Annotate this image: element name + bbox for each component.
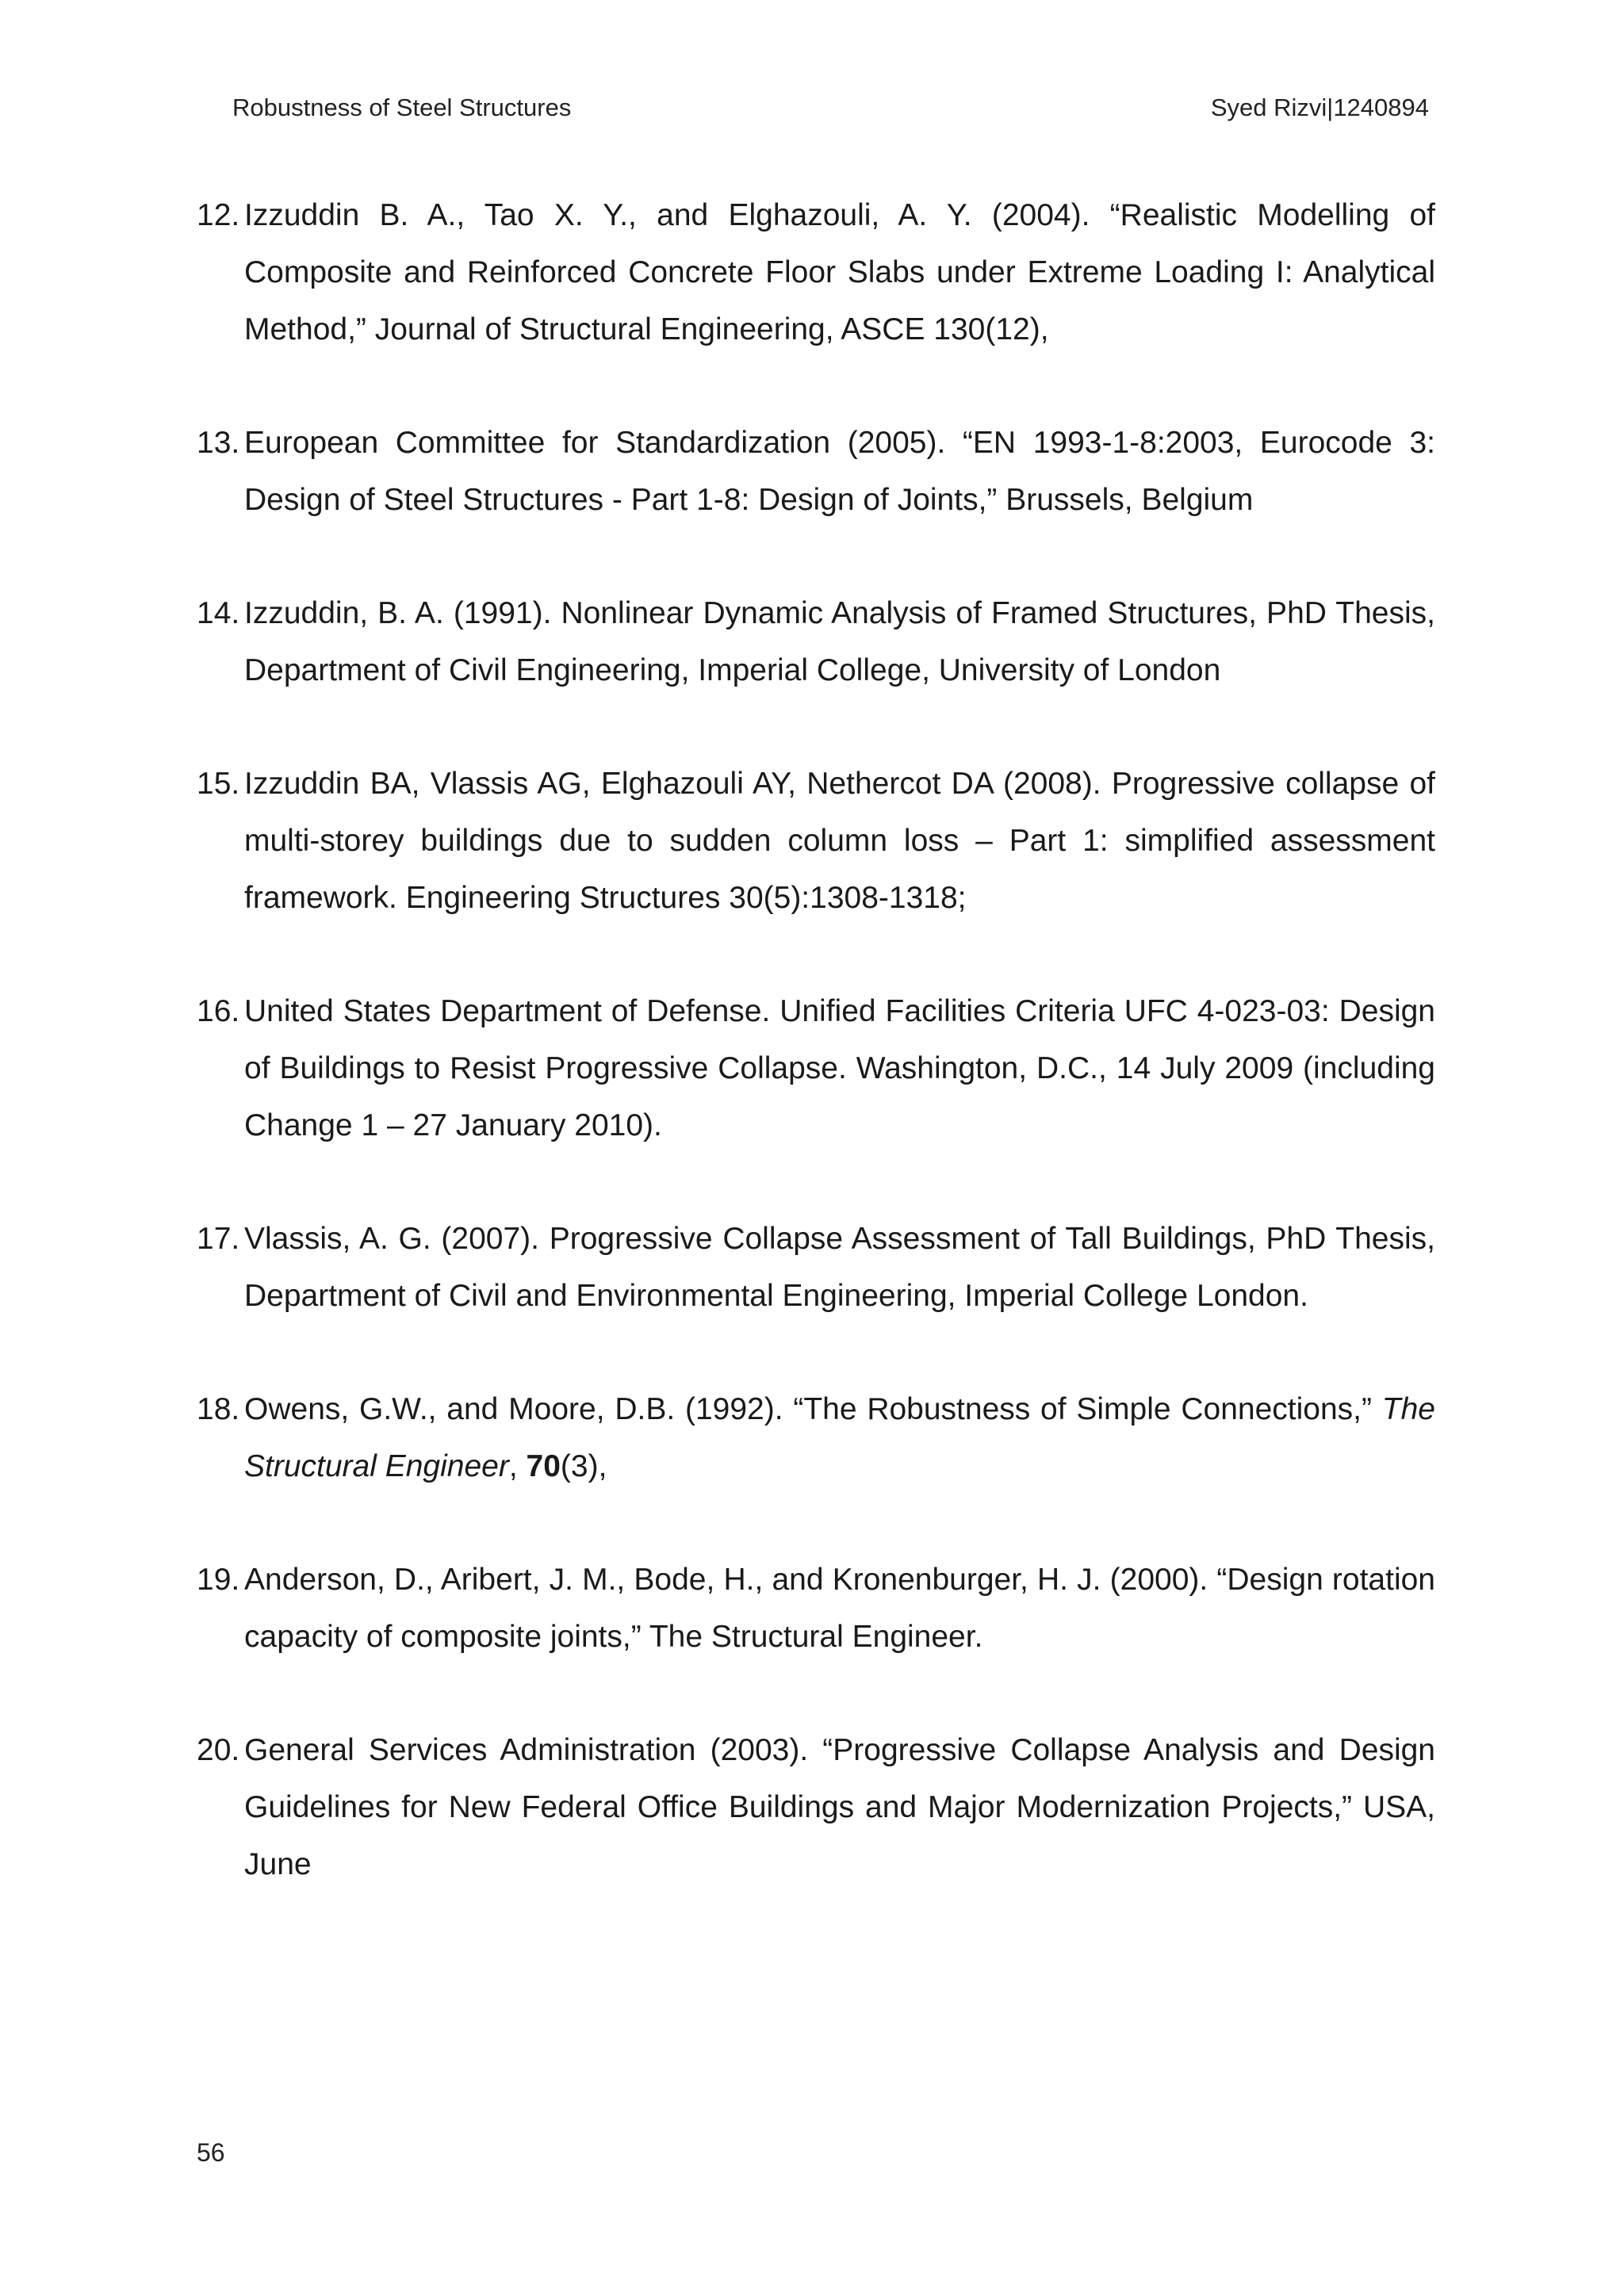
reference-item — [197, 415, 1435, 529]
reference-text-lead: Owens, G.W., and Moore, D.B. (1992). “The Robustness of Simple Connections,” — [244, 1392, 1382, 1426]
reference-number: 14. — [197, 596, 240, 630]
reference-text: General Services Administration (2003). “Progressive Collapse Analysis and Design Guidelines for New Federal Office Buildings and Major Modernization Projects,” USA, June — [244, 1733, 1435, 1881]
reference-number: 12. — [197, 198, 240, 232]
reference-text: Izzuddin B. A., Tao X. Y., and Elghazouli, A. Y. (2004). “Realistic Modelling of Composite and Reinforced Concrete Floor Slabs under Extreme Loading I: Analytical Method,” Journal of Structural Engineering, ASCE 130(12), — [244, 198, 1435, 346]
reference-item — [197, 756, 1435, 927]
reference-list — [197, 187, 1435, 1950]
journal-name: The Structural Engineer — [244, 1392, 1435, 1483]
reference-number: 13. — [197, 426, 240, 460]
reference-text: Izzuddin, B. A. (1991). Nonlinear Dynamic Analysis of Framed Structures, PhD Thesis, Department of Civil Engineering, Imperial College, University of London — [244, 596, 1435, 687]
reference-number: 15. — [197, 767, 240, 801]
reference-text: Vlassis, A. G. (2007). Progressive Collapse Assessment of Tall Buildings, PhD Thesis, Department of Civil and Environmental Engineering, Imperial College London. — [244, 1222, 1435, 1313]
reference-item — [197, 187, 1435, 358]
reference-item — [197, 1381, 1435, 1495]
reference-item — [197, 585, 1435, 699]
reference-text: Anderson, D., Aribert, J. M., Bode, H., and Kronenburger, H. J. (2000). “Design rotation capacity of composite joints,” The Structural Engineer. — [244, 1563, 1435, 1654]
reference-item — [197, 1722, 1435, 1893]
reference-text — [244, 1381, 1435, 1495]
document-title: Robustness of Steel Structures — [232, 94, 572, 121]
reference-number: 18. — [197, 1392, 240, 1426]
page-header — [232, 94, 1429, 122]
reference-number: 16. — [197, 994, 240, 1028]
reference-number: 20. — [197, 1733, 240, 1767]
reference-item — [197, 983, 1435, 1154]
reference-item — [197, 1552, 1435, 1666]
volume-number: 70 — [526, 1449, 561, 1483]
issue-number: (3), — [560, 1449, 607, 1483]
separator: , — [508, 1449, 527, 1483]
author-id: Syed Rizvi|1240894 — [1210, 94, 1429, 121]
page-number: 56 — [197, 2138, 225, 2167]
reference-number: 19. — [197, 1563, 240, 1597]
reference-text: Izzuddin BA, Vlassis AG, Elghazouli AY, Nethercot DA (2008). Progressive collapse of multi-storey buildings due to sudden column loss – Part 1: simplified assessment framework. Engineering Structures 30(5):1308-1318; — [244, 767, 1435, 915]
reference-item — [197, 1211, 1435, 1325]
reference-number: 17. — [197, 1222, 240, 1256]
reference-text: European Committee for Standardization (2005). “EN 1993-1-8:2003, Eurocode 3: Design of Steel Structures - Part 1-8: Design of Joints,” Brussels, Belgium — [244, 426, 1435, 517]
reference-text: United States Department of Defense. Unified Facilities Criteria UFC 4-023-03: Design of Buildings to Resist Progressive Collapse. Washington, D.C., 14 July 2009 (including Change 1 – 27 January 2010). — [244, 994, 1435, 1142]
